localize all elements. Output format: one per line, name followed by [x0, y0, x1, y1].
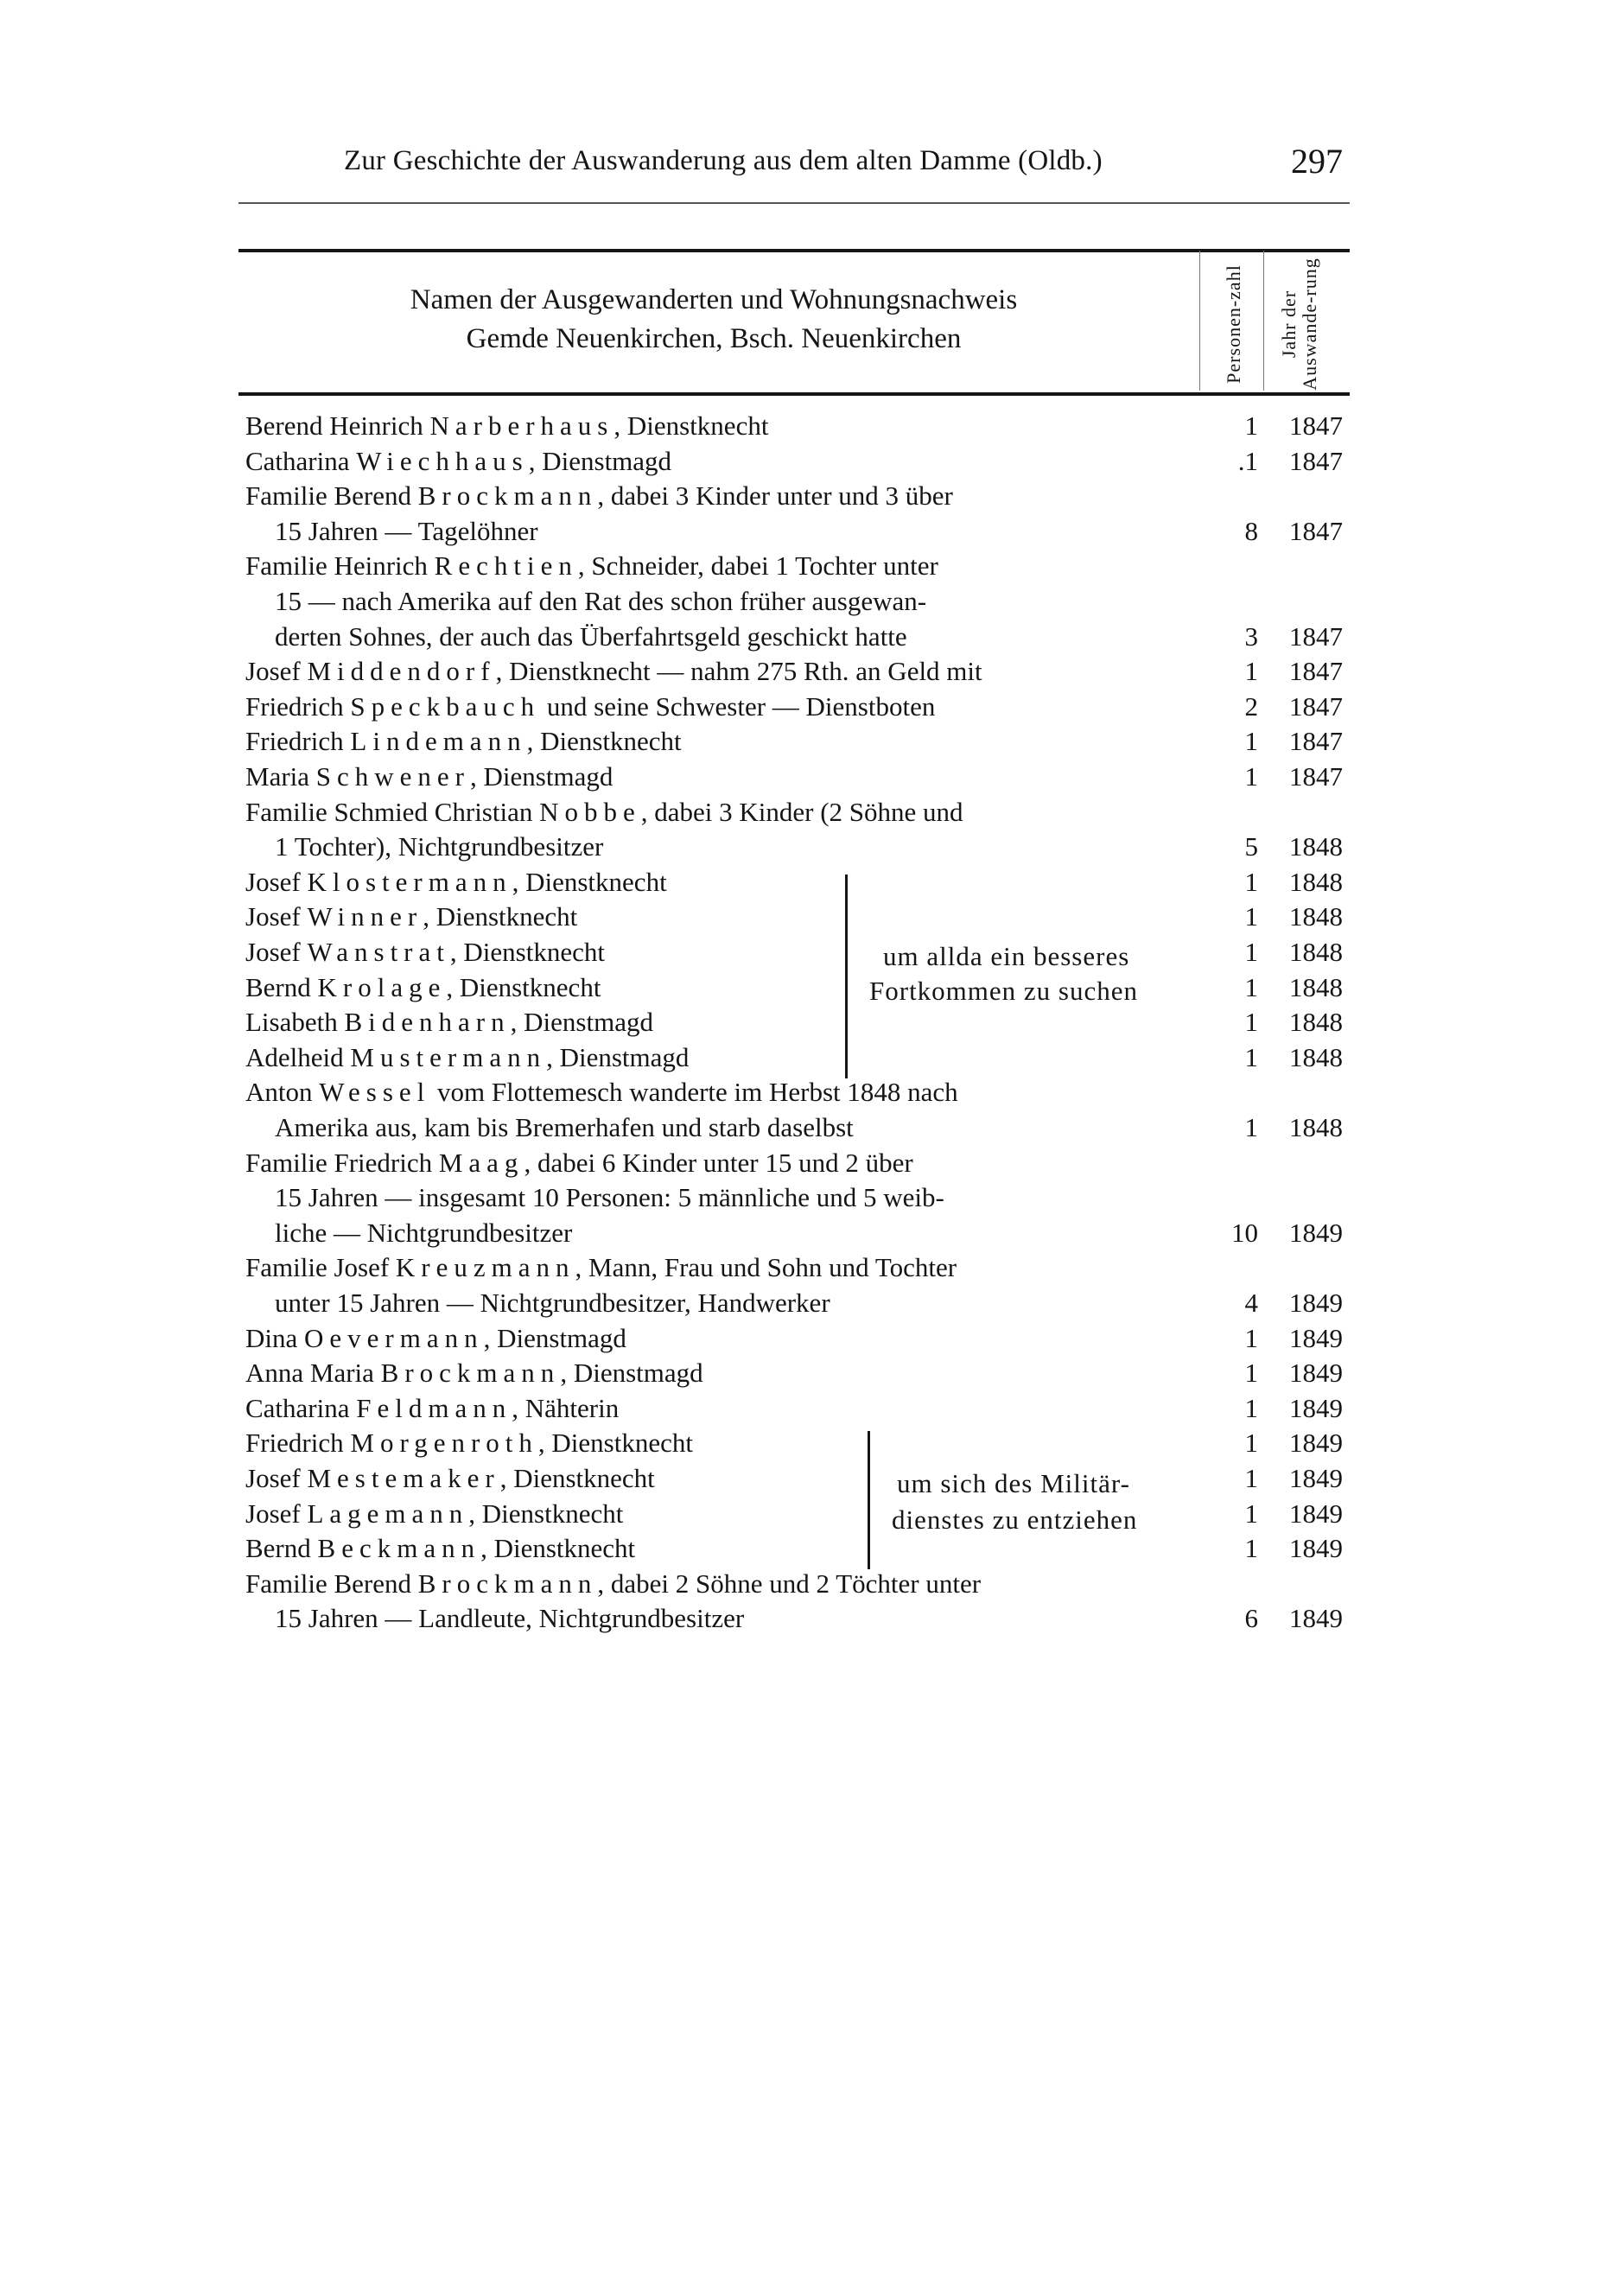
surname: Brockmann — [417, 1568, 598, 1599]
entry-text-lead: 15 Jahren — insgesamt 10 Personen: 5 männliche und 5 weib- — [275, 1182, 944, 1212]
bracket-2-note-line-2: dienstes zu entziehen — [892, 1504, 1138, 1535]
table-row — [0, 759, 1602, 794]
entry-text-lead: Anton — [245, 1077, 320, 1107]
surname: Krolage — [317, 972, 447, 1002]
entry-text-lead: Josef — [245, 656, 308, 686]
entry-text-lead: Catharina — [245, 1393, 357, 1423]
surname: Morgenroth — [350, 1428, 538, 1458]
persons-count: 1 — [1244, 1428, 1258, 1458]
entry-text-rest: , dabei 2 Söhne und 2 Töchter unter — [597, 1568, 982, 1599]
persons-count: .1 — [1237, 446, 1258, 476]
table-row — [0, 548, 1602, 583]
entry-text — [245, 899, 577, 934]
entry-text-lead: 15 Jahren — Landleute, Nichtgrundbesitzer — [275, 1603, 745, 1633]
entry-text-rest: und seine Schwester — Dienstboten — [540, 691, 936, 722]
top-rule — [238, 202, 1350, 204]
entry-text-lead: Friedrich — [245, 726, 351, 756]
emigration-year: 1849 — [1289, 1603, 1343, 1633]
persons-count: 1 — [1244, 1393, 1258, 1423]
surname: Brockmann — [380, 1358, 561, 1388]
surname: Lindemann — [350, 726, 527, 756]
emigration-year: 1847 — [1289, 761, 1343, 792]
entry-text-rest: , Dienstknecht — [526, 726, 682, 756]
emigration-year: 1848 — [1289, 1007, 1343, 1037]
entry-text-rest: vom Flottemesch wanderte im Herbst 1848 nach — [430, 1077, 958, 1107]
surname: Kreuzmann — [395, 1252, 575, 1282]
surname: Narberhaus — [429, 410, 614, 441]
persons-count: 1 — [1244, 1358, 1258, 1388]
table-header-title — [238, 281, 1189, 359]
entry-text — [275, 1285, 830, 1320]
persons-count: 2 — [1244, 691, 1258, 722]
entry-text-lead: Bernd — [245, 972, 318, 1002]
entry-text-lead: Josef — [245, 1463, 308, 1493]
entry-text-lead: Bernd — [245, 1533, 318, 1563]
entry-text-lead: Friedrich — [245, 691, 351, 722]
emigration-year: 1849 — [1289, 1533, 1343, 1563]
table-row — [0, 408, 1602, 443]
entry-text-rest: , Dienstmagd — [470, 761, 613, 792]
entry-text-lead: Lisabeth — [245, 1007, 345, 1037]
bracket-2 — [868, 1431, 880, 1569]
surname: Mustermann — [350, 1042, 547, 1072]
persons-count: 10 — [1231, 1218, 1258, 1248]
persons-count: 1 — [1244, 761, 1258, 792]
emigration-year: 1847 — [1289, 410, 1343, 441]
persons-count: 4 — [1244, 1288, 1258, 1318]
entry-text — [245, 443, 671, 479]
table-row — [0, 1250, 1602, 1285]
entry-text — [245, 794, 963, 830]
emigration-year: 1847 — [1289, 691, 1343, 722]
surname: Wanstrat — [307, 937, 450, 967]
persons-count: 3 — [1244, 621, 1258, 652]
bracket-1-note-line-1: um allda ein besseres — [883, 941, 1130, 971]
surname: Nobbe — [539, 797, 641, 827]
table-row — [0, 619, 1602, 654]
entry-text-lead: unter 15 Jahren — Nichtgrundbesitzer, Handwerker — [275, 1288, 830, 1318]
entry-text-lead: Familie Berend — [245, 1568, 418, 1599]
entry-text-lead: derten Sohnes, der auch das Überfahrtsgeld geschickt hatte — [275, 621, 907, 652]
table-row — [0, 1004, 1602, 1040]
surname: Brockmann — [417, 480, 598, 511]
table-header-line-2: Gemde Neuenkirchen, Bsch. Neuenkirchen — [466, 323, 962, 354]
table-row — [0, 829, 1602, 864]
persons-count: 1 — [1244, 656, 1258, 686]
entry-text-lead: liche — Nichtgrundbesitzer — [275, 1218, 573, 1248]
column-header-year-label: Jahr der Auswande-rung — [1278, 258, 1320, 391]
emigration-year: 1849 — [1289, 1393, 1343, 1423]
emigration-year: 1847 — [1289, 446, 1343, 476]
column-divider — [1199, 251, 1200, 391]
persons-count: 1 — [1244, 901, 1258, 932]
persons-count: 5 — [1244, 831, 1258, 862]
persons-count: 1 — [1244, 1533, 1258, 1563]
emigration-year: 1848 — [1289, 1112, 1343, 1142]
surname: Maag — [438, 1148, 524, 1178]
entry-text-lead: Josef — [245, 867, 308, 897]
table-row — [0, 513, 1602, 549]
entry-text-lead: Friedrich — [245, 1428, 351, 1458]
entry-text-rest: , Dienstknecht — [449, 937, 605, 967]
emigration-year: 1848 — [1289, 1042, 1343, 1072]
persons-count: 1 — [1244, 1323, 1258, 1353]
table-row — [0, 1425, 1602, 1460]
emigration-year: 1847 — [1289, 656, 1343, 686]
entry-text-rest: , dabei 6 Kinder unter 15 und 2 über — [524, 1148, 913, 1178]
emigration-year: 1849 — [1289, 1218, 1343, 1248]
entry-text — [245, 653, 982, 689]
table-row — [0, 1180, 1602, 1215]
entry-text — [245, 1530, 635, 1566]
entry-text — [245, 1496, 623, 1531]
entry-text — [275, 1180, 944, 1215]
entry-text-rest: , Dienstmagd — [483, 1323, 626, 1353]
entry-text — [245, 1074, 958, 1110]
table-header-rule — [238, 392, 1350, 396]
column-header-year — [1268, 251, 1331, 398]
table-row — [0, 1285, 1602, 1320]
surname: Beckmann — [317, 1533, 481, 1563]
entry-text-lead: Familie Schmied Christian — [245, 797, 540, 827]
surname: Wessel — [319, 1077, 431, 1107]
persons-count: 1 — [1244, 1112, 1258, 1142]
table-row — [0, 1600, 1602, 1636]
bracket-2-note-line-1: um sich des Militär- — [897, 1468, 1130, 1498]
persons-count: 8 — [1244, 516, 1258, 546]
table-row — [0, 1145, 1602, 1180]
entry-text-rest: , Dienstknecht — [613, 410, 769, 441]
entry-text-rest: , Dienstmagd — [528, 446, 672, 476]
entry-text-lead: Dina — [245, 1323, 305, 1353]
table-row — [0, 1040, 1602, 1075]
persons-count: 1 — [1244, 867, 1258, 897]
emigration-year: 1849 — [1289, 1428, 1343, 1458]
entry-text-rest: , Dienstmagd — [560, 1358, 703, 1388]
entry-text — [245, 478, 953, 513]
table-row — [0, 689, 1602, 724]
surname: Middendorf — [307, 656, 496, 686]
entry-text — [275, 619, 907, 654]
entry-text-rest: , Dienstknecht — [512, 867, 667, 897]
persons-count: 6 — [1244, 1603, 1258, 1633]
entry-text — [275, 1215, 572, 1250]
entry-text — [245, 1390, 619, 1426]
persons-count: 1 — [1244, 1042, 1258, 1072]
entry-text-lead: Familie Berend — [245, 480, 418, 511]
entry-text — [245, 689, 935, 724]
table-row — [0, 1566, 1602, 1601]
entry-text — [245, 1425, 693, 1460]
running-head: Zur Geschichte der Auswanderung aus dem alten Damme (Oldb.) — [344, 145, 1103, 176]
entry-text-rest: , Dienstknecht — [468, 1498, 624, 1529]
entry-text-lead: Maria — [245, 761, 316, 792]
surname: Klostermann — [307, 867, 512, 897]
table-row — [0, 1355, 1602, 1390]
persons-count: 1 — [1244, 410, 1258, 441]
entry-text-rest: , Dienstmagd — [510, 1007, 653, 1037]
emigration-year: 1847 — [1289, 726, 1343, 756]
entry-text-lead: Amerika aus, kam bis Bremerhafen und starb daselbst — [275, 1112, 854, 1142]
table-row — [0, 1530, 1602, 1566]
emigration-year: 1847 — [1289, 621, 1343, 652]
emigration-year: 1848 — [1289, 901, 1343, 932]
column-header-persons-label: Personen-zahl — [1223, 264, 1244, 384]
surname: Oevermann — [304, 1323, 484, 1353]
table-top-rule — [238, 249, 1350, 252]
emigration-year: 1849 — [1289, 1288, 1343, 1318]
entry-text-rest: , Dienstknecht — nahm 275 Rth. an Geld mit — [495, 656, 982, 686]
table-row — [0, 970, 1602, 1005]
entry-text — [245, 548, 938, 583]
emigration-year: 1849 — [1289, 1358, 1343, 1388]
entry-text-rest: , dabei 3 Kinder unter und 3 über — [597, 480, 953, 511]
entry-text-rest: , Dienstknecht — [446, 972, 601, 1002]
entry-text — [275, 513, 538, 549]
entry-text — [245, 970, 601, 1005]
emigration-year: 1849 — [1289, 1498, 1343, 1529]
table-row — [0, 583, 1602, 619]
entry-text-rest: , Nähterin — [512, 1393, 620, 1423]
entry-text-rest: , Mann, Frau und Sohn und Tochter — [575, 1252, 957, 1282]
emigration-year: 1849 — [1289, 1323, 1343, 1353]
entry-text-lead: Josef — [245, 937, 308, 967]
entry-text-lead: Familie Heinrich — [245, 550, 435, 581]
bracket-1-note-line-2: Fortkommen zu suchen — [869, 976, 1139, 1006]
entry-text — [245, 1145, 913, 1180]
entry-text — [245, 1566, 981, 1601]
persons-count: 1 — [1244, 972, 1258, 1002]
emigration-year: 1847 — [1289, 516, 1343, 546]
entry-text — [245, 408, 768, 443]
table-row — [0, 1215, 1602, 1250]
surname: Winner — [307, 901, 423, 932]
entry-text-rest: , Schneider, dabei 1 Tochter unter — [577, 550, 938, 581]
entry-text-rest: , Dienstknecht — [423, 901, 578, 932]
entry-text — [245, 1320, 626, 1356]
entry-text-rest: , Dienstknecht — [480, 1533, 636, 1563]
entry-text — [275, 829, 603, 864]
entry-text-rest: , dabei 3 Kinder (2 Söhne und — [640, 797, 963, 827]
table-row — [0, 864, 1602, 900]
entry-text — [245, 723, 682, 759]
table-row — [0, 1496, 1602, 1531]
persons-count: 1 — [1244, 937, 1258, 967]
persons-count: 1 — [1244, 1463, 1258, 1493]
entry-text — [275, 1600, 744, 1636]
entry-text-lead: Berend Heinrich — [245, 410, 430, 441]
table-row — [0, 899, 1602, 934]
surname: Schwener — [315, 761, 471, 792]
table-row — [0, 794, 1602, 830]
table-header-line-1: Namen der Ausgewanderten und Wohnungsnachweis — [410, 284, 1018, 315]
entry-text — [245, 1460, 655, 1496]
emigration-year: 1848 — [1289, 937, 1343, 967]
table-row — [0, 723, 1602, 759]
entry-text — [245, 1004, 653, 1040]
entry-text — [245, 864, 667, 900]
table-row — [0, 443, 1602, 479]
table-row — [0, 1460, 1602, 1496]
bracket-1 — [845, 875, 858, 1078]
table-row — [0, 653, 1602, 689]
table-row — [0, 1390, 1602, 1426]
table-row — [0, 478, 1602, 513]
table-row — [0, 1110, 1602, 1145]
entry-text-rest: , Dienstknecht — [499, 1463, 655, 1493]
entry-text-rest: , Dienstmagd — [546, 1042, 690, 1072]
entry-text-lead: Familie Josef — [245, 1252, 396, 1282]
entry-text-lead: 15 Jahren — Tagelöhner — [275, 516, 538, 546]
column-header-persons — [1203, 251, 1265, 398]
entry-text — [245, 1355, 703, 1390]
entry-text — [275, 1110, 854, 1145]
page-number: 297 — [1291, 142, 1343, 181]
entry-text-lead: Familie Friedrich — [245, 1148, 439, 1178]
emigration-year: 1849 — [1289, 1463, 1343, 1493]
surname: Mestemaker — [307, 1463, 500, 1493]
entry-text — [245, 1250, 957, 1285]
surname: Feldmann — [356, 1393, 512, 1423]
emigration-year: 1848 — [1289, 972, 1343, 1002]
persons-count: 1 — [1244, 1007, 1258, 1037]
surname: Wiechhaus — [356, 446, 529, 476]
surname: Speckbauch — [350, 691, 541, 722]
entry-text-lead: 15 — nach Amerika auf den Rat des schon früher ausgewan- — [275, 586, 927, 616]
entry-text — [275, 583, 926, 619]
surname: Rechtien — [434, 550, 578, 581]
entry-text-lead: Anna Maria — [245, 1358, 381, 1388]
table-row — [0, 1074, 1602, 1110]
table-row — [0, 1320, 1602, 1356]
entry-text-lead: Adelheid — [245, 1042, 351, 1072]
surname: Lagemann — [307, 1498, 469, 1529]
entry-text-rest: , Dienstknecht — [537, 1428, 693, 1458]
emigration-year: 1848 — [1289, 831, 1343, 862]
entry-text — [245, 1040, 689, 1075]
surname: Bidenharn — [344, 1007, 511, 1037]
persons-count: 1 — [1244, 726, 1258, 756]
table-row — [0, 934, 1602, 970]
persons-count: 1 — [1244, 1498, 1258, 1529]
entry-text — [245, 759, 613, 794]
entry-text-lead: Josef — [245, 1498, 308, 1529]
entry-text-lead: 1 Tochter), Nichtgrundbesitzer — [275, 831, 604, 862]
entry-text-lead: Catharina — [245, 446, 357, 476]
emigration-year: 1848 — [1289, 867, 1343, 897]
entry-text — [245, 934, 605, 970]
entry-text-lead: Josef — [245, 901, 308, 932]
